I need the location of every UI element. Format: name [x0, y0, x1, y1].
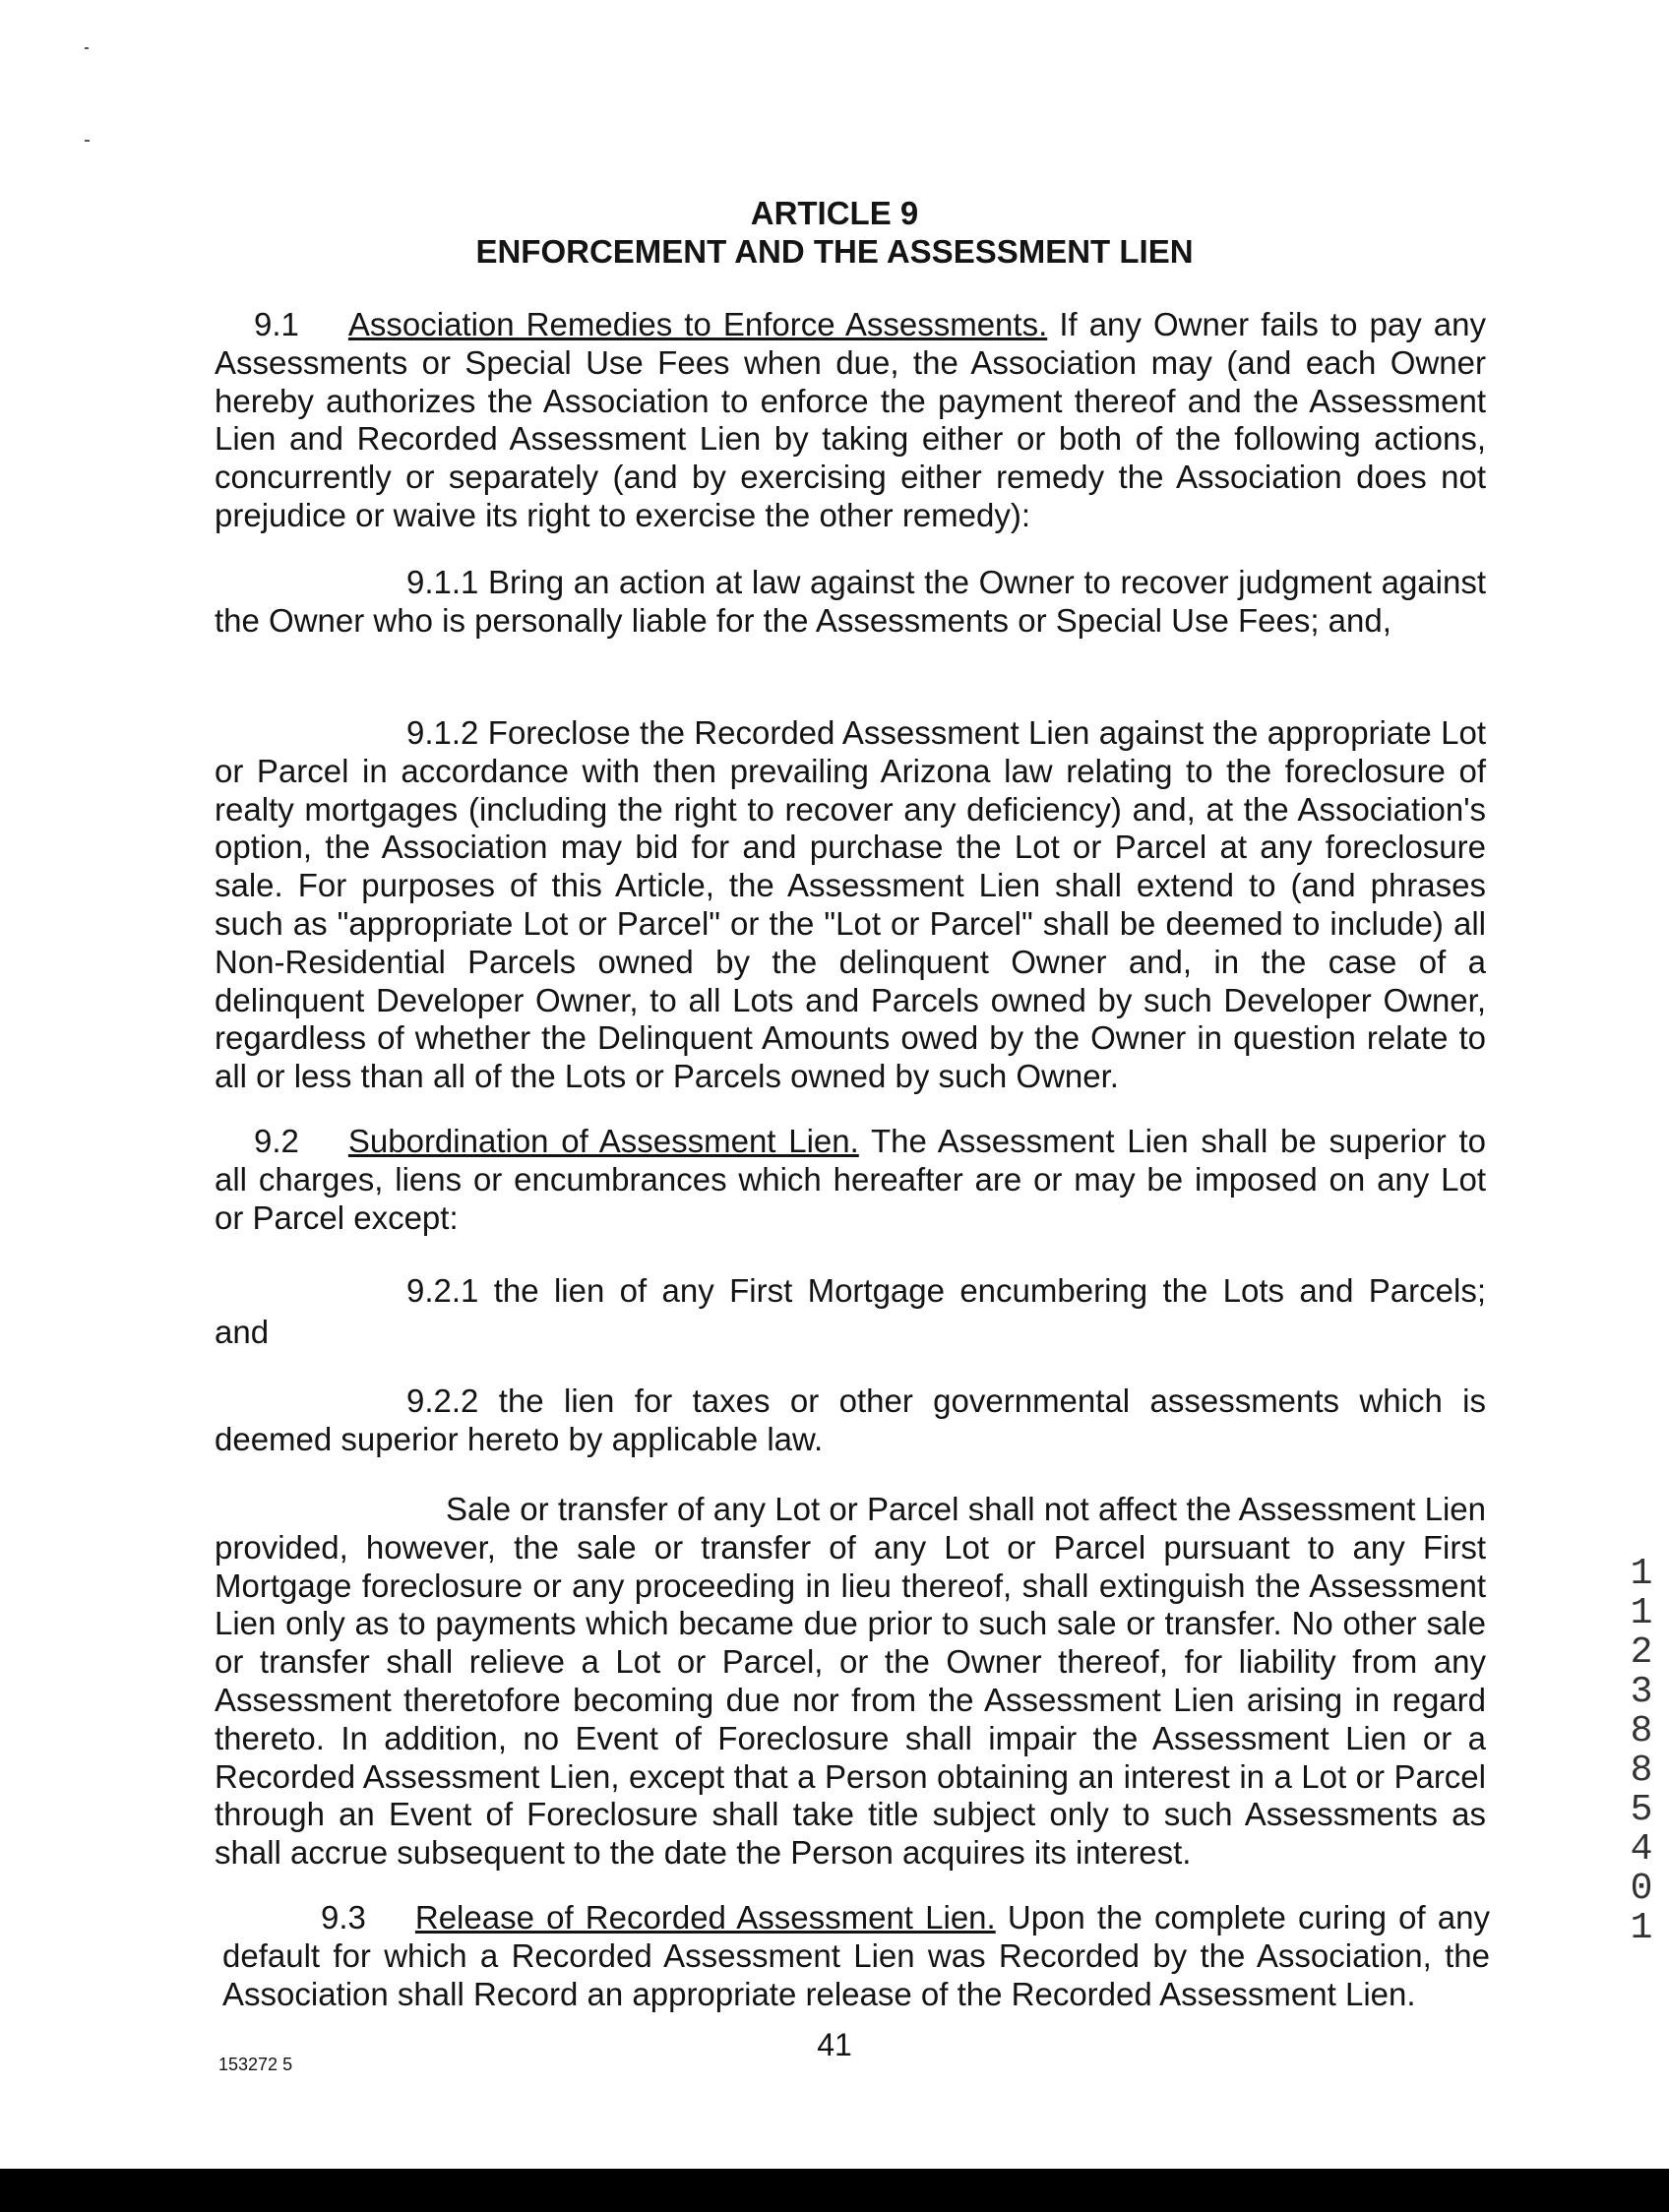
- section-number: 9.1.2: [406, 714, 479, 751]
- section-9-2-1: [406, 1272, 1486, 1311]
- section-heading: Subordination of Assessment Lien.: [347, 1123, 859, 1159]
- section-9-1-2: [215, 714, 1486, 1096]
- section-text: Bring an action at law against the Owner to recover judgment against the Owner who is personally liable for the Assessments or Special Use Fees; and,: [215, 564, 1487, 639]
- section-9-3: [222, 1899, 1490, 2013]
- section-9-2: [215, 1123, 1486, 1237]
- section-text: the lien for taxes or other governmental assessments which is deemed superior hereto by applicable law.: [215, 1382, 1486, 1457]
- article-title: ENFORCEMENT AND THE ASSESSMENT LIEN: [475, 233, 1194, 270]
- section-number: 9.1: [254, 306, 299, 342]
- scan-border-bottom: [0, 2169, 1669, 2212]
- section-text: the lien of any First Mortgage encumbering the Lots and Parcels;: [493, 1272, 1486, 1309]
- recording-number: 1123885401: [1630, 1553, 1653, 1949]
- section-number: 9.2.1: [406, 1272, 479, 1309]
- scan-mark: [85, 47, 89, 49]
- section-text: If any Owner fails to pay any Assessments or Special Use Fees when due, the Association may (and each Owner hereby authorizes the Association to enforce the payment thereof and the Assessment Lien and Recorded Assessment Lien by taking either or both of the following actions, concurrently or separately (and by exercising either remedy the Association does not prejudice or waive its right to exercise the other remedy):: [215, 306, 1486, 533]
- section-9-2-2: [215, 1382, 1486, 1459]
- sale-transfer-paragraph: [215, 1491, 1486, 1873]
- paragraph-text: Sale or transfer of any Lot or Parcel shall not affect the Assessment Lien provided, however, the sale or transfer of any Lot or Parcel pursuant to any First Mortgage foreclosure or any proceeding in lieu thereof, shall extinguish the Assessment Lien only as to payments which became due prior to such sale or transfer. No other sale or transfer shall relieve a Lot or Parcel, or the Owner thereof, for liability from any Assessment theretofore becoming due nor from the Assessment Lien arising in regard thereto. In addition, no Event of Foreclosure shall impair the Assessment Lien or a Recorded Assessment Lien, except that a Person obtaining an interest in a Lot or Parcel through an Event of Foreclosure shall take title subject only to such Assessments as shall accrue subsequent to the date the Person acquires its interest.: [215, 1491, 1486, 1872]
- section-text: Foreclose the Recorded Assessment Lien against the appropriate Lot or Parcel in accordance with then prevailing Arizona law relating to the foreclosure of realty mortgages (including the right to recover any deficiency) and, at the Association's option, the Association may bid for and purchase the Lot or Parcel at any foreclosure sale. For purposes of this Article, the Assessment Lien shall extend to (and phrases such as "appropriate Lot or Parcel" or the "Lot or Parcel" shall be deemed to include) all Non-Residential Parcels owned by the delinquent Owner and, in the case of a delinquent Developer Owner, to all Lots and Parcels owned by such Developer Owner, regardless of whether the Delinquent Amounts owed by the Owner in question relate to all or less than all of the Lots or Parcels owned by such Owner.: [215, 714, 1486, 1095]
- page-number: 41: [817, 2027, 852, 2062]
- section-number: 9.2: [254, 1123, 299, 1159]
- document-id: 153272 5: [218, 2055, 293, 2074]
- section-number: 9.1.1: [406, 564, 479, 600]
- section-9-2-1-continuation: and: [215, 1314, 270, 1350]
- section-text: The Assessment Lien shall be superior to all charges, liens or encumbrances which hereafter are or may be imposed on any Lot or Parcel except:: [215, 1123, 1486, 1236]
- recording-number-stamp: [1624, 1555, 1659, 1948]
- section-heading: Release of Recorded Assessment Lien.: [414, 1899, 996, 1936]
- section-9-1-1: [215, 564, 1486, 641]
- section-9-1: [215, 306, 1486, 535]
- scan-mark: [85, 140, 90, 142]
- section-text: Upon the complete curing of any default for which a Recorded Assessment Lien was Recorded by the Association, the Association shall Record an appropriate release of the Recorded Assessment Lien.: [222, 1899, 1490, 2012]
- section-number: 9.3: [321, 1899, 366, 1936]
- article-number: ARTICLE 9: [750, 195, 919, 231]
- section-heading: Association Remedies to Enforce Assessments.: [347, 306, 1048, 342]
- section-number: 9.2.2: [406, 1382, 479, 1419]
